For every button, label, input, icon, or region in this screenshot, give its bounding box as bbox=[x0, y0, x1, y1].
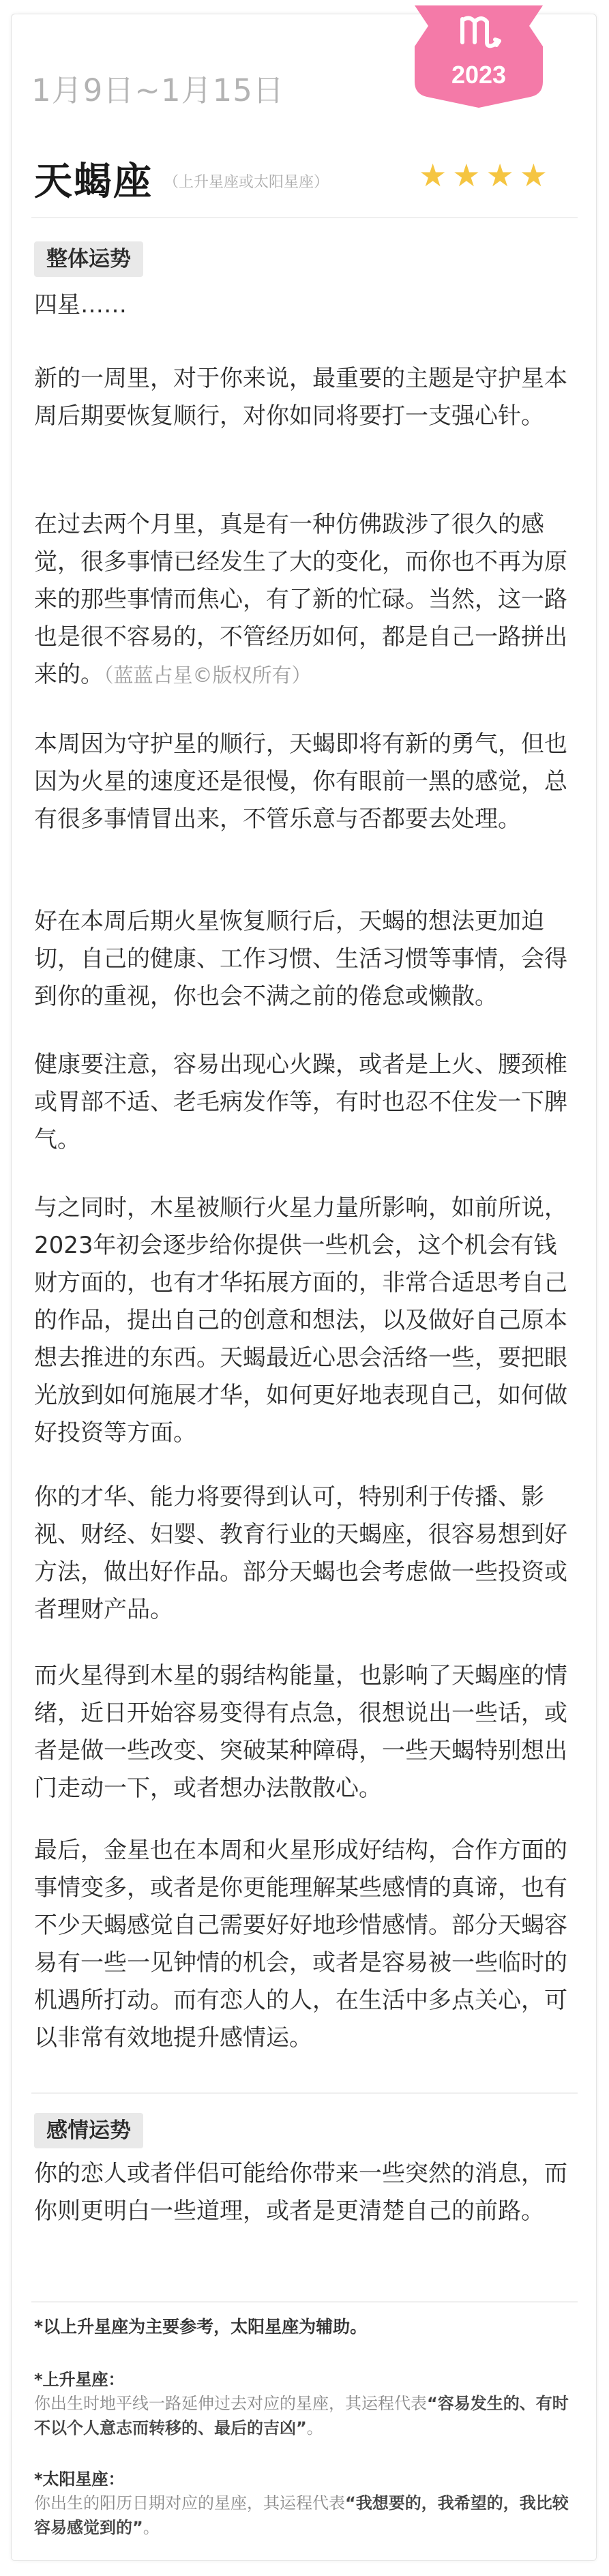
rising-end: 。 bbox=[306, 2418, 323, 2438]
copyright-note: （蓝蓝占星©版权所有） bbox=[104, 664, 312, 687]
footnote-lead: *以上升星座为主要参考，太阳星座为辅助。 bbox=[34, 2317, 368, 2337]
rising-body: 你出生时地平线一路延伸过去对应的星座，其运程代表 bbox=[34, 2394, 427, 2413]
love-paragraph: 你的恋人或者伴侣可能给你带来一些突然的消息，而你则更明白一些道理，或者是更清楚自己的前路。 bbox=[34, 2160, 567, 2225]
overall-paragraph-2 bbox=[34, 506, 580, 694]
sun-sign-description bbox=[34, 2491, 580, 2540]
overall-paragraph: 而火星得到木星的弱结构能量，也影响了天蝎座的情绪，近日开始容易变得有点急，很想说出一些话，或者是做一些改变、突破某种障碍，一些天蝎特别想出门走动一下，或者想办法散散心。 bbox=[34, 1662, 567, 1802]
overall-paragraph: 你的才华、能力将要得到认可，特别利于传播、影视、财经、妇婴、教育行业的天蝎座，很容易想到好方法，做出好作品。部分天蝎也会考虑做一些投资或者理财产品。 bbox=[34, 1483, 567, 1623]
star-rating: ★★★★ bbox=[419, 157, 553, 194]
sign-title: 天蝎座 bbox=[34, 160, 153, 204]
overall-paragraph: 新的一周里，对于你来说，最重要的主题是守护星本周后期要恢复顺行，对你如同将要打一支强心针。 bbox=[34, 365, 567, 430]
divider bbox=[31, 217, 578, 218]
divider bbox=[31, 2092, 578, 2094]
overall-rating: 四星…… bbox=[34, 291, 127, 319]
overall-badge: 整体运势 bbox=[34, 241, 143, 277]
sun-body: 你出生的阳历日期对应的星座，其运程代表 bbox=[34, 2493, 345, 2513]
sun-quote: “我想要的，我希望的，我比较容易感觉到的” bbox=[34, 2493, 569, 2537]
sign-note: （上升星座或太阳星座） bbox=[164, 174, 329, 191]
overall-paragraph: 与之同时，木星被顺行火星力量所影响，如前所说，2023年初会逐步给你提供一些机会，这个机会有钱财方面的，也有才华拓展方面的，非常合适思考自己的作品，提出自己的创意和想法，以及做好自己原本想去推进的东西。天蝎最近心思会活络一些，要把眼光放到如何施展才华，如何更好地表现自己，如何做好投资等方面。 bbox=[34, 1194, 567, 1447]
overall-paragraph: 最后，金星也在本周和火星形成好结构，合作方面的事情变多，或者是你更能理解某些感情的真谛，也有不少天蝎感觉自己需要好好地珍惜感情。部分天蝎容易有一些一见钟情的机会，或者是容易被一些临时的机遇所打动。而有恋人的人，在生活中多点关心，可以非常有效地提升感情运。 bbox=[34, 1837, 567, 2052]
divider bbox=[31, 2301, 578, 2303]
paragraph-text: 在过去两个月里，真是有一种仿佛跋涉了很久的感觉，很多事情已经发生了大的变化，而你也不再为原来的那些事情而焦心，有了新的忙碌。当然，这一路也是很不容易的，不管经历如何，都是自己一路拼出来的。 bbox=[34, 511, 567, 688]
rising-sign-description bbox=[34, 2391, 580, 2440]
footnotes bbox=[34, 2313, 580, 2567]
sun-end: 。 bbox=[143, 2518, 160, 2537]
overall-paragraph: 健康要注意，容易出现心火躁，或者是上火、腰颈椎或胃部不适、老毛病发作等，有时也忍不住发一下脾气。 bbox=[34, 1051, 567, 1153]
rising-quote: “容易发生的、有时不以个人意志而转移的、最后的吉凶” bbox=[34, 2394, 569, 2438]
year-badge: 2023 bbox=[451, 61, 507, 89]
zodiac-ribbon bbox=[408, 0, 550, 109]
sun-sign-heading: *太阳星座： bbox=[34, 2470, 125, 2489]
rising-sign-heading: *上升星座： bbox=[34, 2370, 125, 2389]
love-badge: 感情运势 bbox=[34, 2113, 143, 2148]
date-range: 1月9日~1月15日 bbox=[31, 72, 284, 108]
sign-header bbox=[34, 151, 329, 206]
overall-paragraph: 本周因为守护星的顺行，天蝎即将有新的勇气，但也因为火星的速度还是很慢，你有眼前一黑的感觉，总有很多事情冒出来，不管乐意与否都要去处理。 bbox=[34, 730, 567, 833]
overall-paragraph: 好在本周后期火星恢复顺行后，天蝎的想法更加迫切，自己的健康、工作习惯、生活习惯等事情，会得到你的重视，你也会不满之前的倦怠或懒散。 bbox=[34, 908, 567, 1010]
